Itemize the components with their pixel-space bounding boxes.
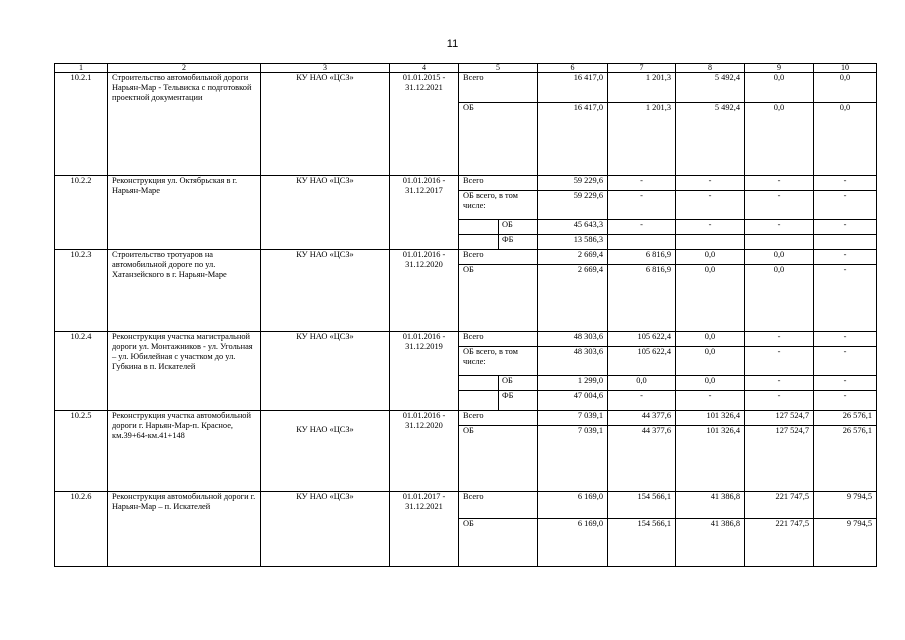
source-label: ФБ [499,235,538,250]
value-cell: 1 201,3 [608,73,676,103]
value-cell: - [814,176,877,191]
value-cell: - [745,176,814,191]
source-label: ОБ [499,220,538,235]
source-label: Всего [459,73,538,103]
value-cell: - [814,347,877,376]
value-cell: 41 386,8 [676,519,745,567]
table-row [55,411,877,426]
value-cell: 127 524,7 [745,426,814,492]
col-header: 4 [390,64,459,73]
value-cell: 5 492,4 [676,103,745,176]
value-cell: 0,0 [676,265,745,332]
value-cell: 6 816,9 [608,265,676,332]
value-cell: 0,0 [676,347,745,376]
value-cell: 2 669,4 [538,265,608,332]
row-executor: КУ НАО «ЦСЗ» [261,73,390,176]
value-cell: 1 299,0 [538,376,608,391]
value-cell: 13 586,3 [538,235,608,250]
value-cell: - [676,220,745,235]
source-indent [459,235,499,250]
row-name: Реконструкция участка магистральной дороги ул. Монтажников - ул. Угольная – ул. Юбилейная с участком до ул. Губкина в п. Искателей [108,332,261,411]
col-header: 6 [538,64,608,73]
value-cell: 48 303,6 [538,332,608,347]
value-cell: 6 169,0 [538,492,608,519]
col-header: 7 [608,64,676,73]
value-cell: - [814,220,877,235]
value-cell: 0,0 [814,73,877,103]
value-cell: - [745,391,814,411]
value-cell: 7 039,1 [538,411,608,426]
row-executor: КУ НАО «ЦСЗ» [261,492,390,567]
source-label: Всего [459,492,538,519]
value-cell: 5 492,4 [676,73,745,103]
source-label: Всего [459,411,538,426]
value-cell: 0,0 [745,250,814,265]
row-period: 01.01.2015 - 31.12.2021 [390,73,459,176]
value-cell: 41 386,8 [676,492,745,519]
value-cell: 59 229,6 [538,191,608,220]
header-row [55,64,877,73]
row-executor: КУ НАО «ЦСЗ» [261,250,390,332]
source-indent [459,376,499,391]
col-header: 8 [676,64,745,73]
value-cell: 6 816,9 [608,250,676,265]
value-cell: 47 004,6 [538,391,608,411]
value-cell: - [814,265,877,332]
source-label: ОБ всего, в том числе: [459,347,538,376]
value-cell: - [608,191,676,220]
table-row [55,73,877,103]
value-cell: 0,0 [814,103,877,176]
value-cell: 221 747,5 [745,519,814,567]
col-header: 5 [459,64,538,73]
source-label: ФБ [499,391,538,411]
row-period: 01.01.2017 - 31.12.2021 [390,492,459,567]
table-row [55,332,877,347]
value-cell: 0,0 [676,376,745,391]
value-cell: 44 377,6 [608,411,676,426]
value-cell: 16 417,0 [538,103,608,176]
value-cell: 0,0 [676,250,745,265]
value-cell: 16 417,0 [538,73,608,103]
value-cell: 7 039,1 [538,426,608,492]
value-cell: 2 669,4 [538,250,608,265]
row-name: Строительство тротуаров на автомобильной дороге по ул. Хатанзейского в г. Нарьян-Маре [108,250,261,332]
value-cell: - [676,191,745,220]
source-label: ОБ [499,376,538,391]
value-cell: 0,0 [745,103,814,176]
value-cell: 1 201,3 [608,103,676,176]
value-cell: - [745,347,814,376]
row-code: 10.2.2 [55,176,108,250]
value-cell: 221 747,5 [745,492,814,519]
value-cell: 26 576,1 [814,411,877,426]
row-name: Реконструкция ул. Октябрьская в г. Нарьян-Маре [108,176,261,250]
program-table [54,63,877,567]
table-row [55,176,877,191]
value-cell: 9 794,5 [814,519,877,567]
value-cell: 9 794,5 [814,492,877,519]
value-cell: 48 303,6 [538,347,608,376]
row-code: 10.2.3 [55,250,108,332]
row-period: 01.01.2016 - 31.12.2020 [390,411,459,492]
value-cell: 101 326,4 [676,426,745,492]
source-label: Всего [459,332,538,347]
row-executor: КУ НАО «ЦСЗ» [261,332,390,411]
source-indent [459,391,499,411]
table-row [55,492,877,519]
row-name: Строительство автомобильной дороги Нарьян-Мар - Тельвиска с подготовкой проектной документации [108,73,261,176]
row-code: 10.2.1 [55,73,108,176]
value-cell: - [676,176,745,191]
value-cell: 0,0 [676,332,745,347]
value-cell: - [608,176,676,191]
row-code: 10.2.6 [55,492,108,567]
col-header: 3 [261,64,390,73]
value-cell: 45 643,3 [538,220,608,235]
value-cell: - [814,376,877,391]
col-header: 2 [108,64,261,73]
table-row [55,250,877,265]
value-cell: - [814,250,877,265]
value-cell: 154 566,1 [608,492,676,519]
value-cell: - [745,376,814,391]
row-code: 10.2.4 [55,332,108,411]
row-name: Реконструкция участка автомобильной дороги г. Нарьян-Мар-п. Красное, км.39+64-км.41+148 [108,411,261,492]
page-number: 11 [446,38,459,50]
col-header: 1 [55,64,108,73]
source-label: ОБ [459,426,538,492]
source-label: ОБ всего, в том числе: [459,191,538,220]
value-cell: 154 566,1 [608,519,676,567]
source-label: Всего [459,176,538,191]
value-cell: - [814,332,877,347]
col-header: 9 [745,64,814,73]
value-cell: 0,0 [608,376,676,391]
source-label: ОБ [459,265,538,332]
value-cell: - [814,391,877,411]
value-cell: 105 622,4 [608,347,676,376]
value-cell: 0,0 [745,265,814,332]
value-cell: 0,0 [745,73,814,103]
value-cell: 105 622,4 [608,332,676,347]
value-cell: 127 524,7 [745,411,814,426]
row-code: 10.2.5 [55,411,108,492]
row-period: 01.01.2016 - 31.12.2017 [390,176,459,250]
row-executor: КУ НАО «ЦСЗ» [261,411,390,492]
value-cell: - [608,220,676,235]
source-label: Всего [459,250,538,265]
value-cell: 26 576,1 [814,426,877,492]
value-cell: 101 326,4 [676,411,745,426]
row-executor: КУ НАО «ЦСЗ» [261,176,390,250]
value-cell: 44 377,6 [608,426,676,492]
value-cell: - [814,191,877,220]
value-cell: - [745,220,814,235]
value-cell: 6 169,0 [538,519,608,567]
col-header: 10 [814,64,877,73]
source-label: ОБ [459,103,538,176]
source-label: ОБ [459,519,538,567]
value-cell [745,235,814,250]
value-cell: 59 229,6 [538,176,608,191]
value-cell: - [745,191,814,220]
value-cell: - [745,332,814,347]
value-cell [814,235,877,250]
row-period: 01.01.2016 - 31.12.2020 [390,250,459,332]
source-indent [459,220,499,235]
value-cell [676,235,745,250]
row-name: Реконструкция автомобильной дороги г. Нарьян-Мар – п. Искателей [108,492,261,567]
value-cell: - [676,391,745,411]
value-cell: - [608,391,676,411]
value-cell [608,235,676,250]
row-period: 01.01.2016 - 31.12.2019 [390,332,459,411]
